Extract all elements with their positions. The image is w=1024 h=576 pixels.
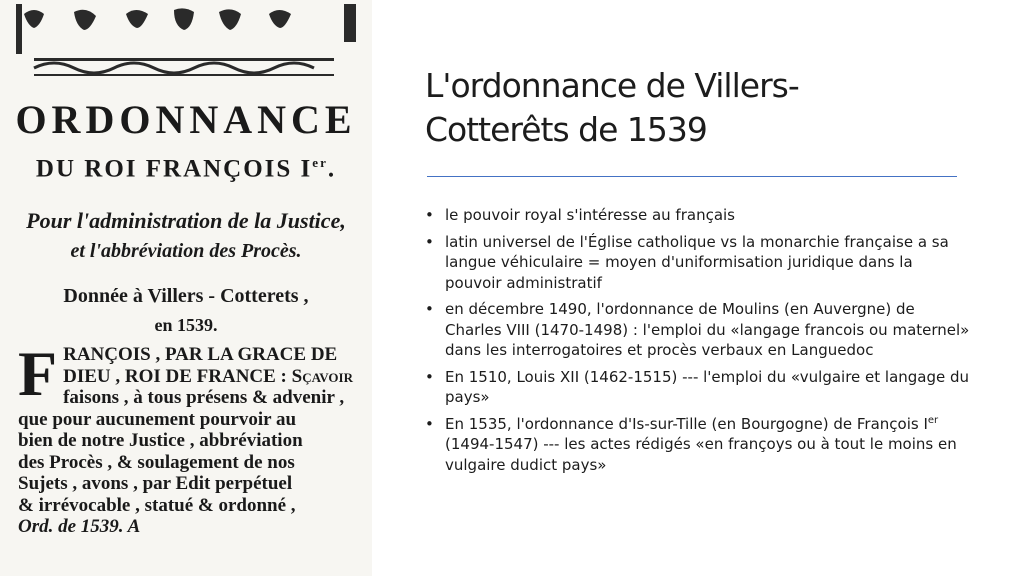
bullet-item: [422, 299, 972, 361]
scan-body-line: RANÇOIS , PAR LA GRACE DE: [63, 344, 338, 365]
bullet-item: [422, 232, 972, 294]
bullet-text: le pouvoir royal s'intéresse au français: [445, 206, 735, 224]
ordinance-scan-image: [0, 0, 372, 576]
scan-given-at: Donnée à Villers - Cotterets ,: [63, 285, 309, 307]
scan-body-line: DIEU , ROI DE FRANCE : Sçavoir: [63, 365, 353, 387]
scan-body-text: [18, 338, 360, 538]
bullet-dot-icon: •: [425, 414, 434, 433]
bullet-item: [422, 414, 972, 476]
bullet-text: En 1510, Louis XII (1462-1515) --- l'emploi du «vulgaire et langage du pays»: [445, 367, 970, 406]
scan-year: en 1539.: [154, 315, 218, 335]
bullet-dot-icon: •: [425, 300, 434, 318]
bullet-dot-icon: •: [425, 367, 434, 386]
scan-title: ORDONNANCE: [15, 97, 357, 142]
slide-title: [425, 64, 965, 152]
decorative-ornament-banner: [14, 4, 359, 84]
scan-body-line: Sujets , avons , par Edit perpétuel: [18, 473, 293, 494]
bullet-dot-icon: •: [425, 206, 434, 224]
scan-body-line: Ord. de 1539. A: [18, 516, 141, 537]
bullet-dot-icon: •: [425, 232, 434, 251]
title-divider: [427, 176, 957, 177]
scan-dropcap: F: [18, 338, 58, 409]
scan-purpose-line-1: Pour l'administration de la Justice,: [26, 208, 346, 233]
scan-purpose-line-2: et l'abbréviation des Procès.: [70, 240, 302, 262]
scan-body-line: & irrévocable , statué & ordonné ,: [18, 494, 296, 516]
bullet-text: En 1535, l'ordonnance d'Is-sur-Tille (en Bourgogne) de François Ier (1494-1547) --- les actes rédigés «en françoys ou à tout le moins en vulgaire dudict pays»: [445, 414, 957, 474]
scan-body-line: bien de notre Justice , abbréviation: [18, 430, 303, 451]
scan-body-line: des Procès , & soulagement de nos: [18, 451, 295, 473]
scan-body-line: faisons , à tous présens & advenir ,: [63, 387, 345, 408]
bullet-text: latin universel de l'Église catholique vs la monarchie française a sa langue véhiculaire = moyen d'uniformisation juridique dans la pouvoir administratif: [445, 232, 949, 292]
bullet-item: [422, 367, 972, 408]
slide-title-line-1: L'ordonnance de Villers-: [425, 66, 799, 105]
bullet-list: [422, 205, 972, 481]
bullet-item: [422, 205, 972, 226]
scan-subtitle: DU ROI FRANÇOIS Ier.: [35, 155, 337, 183]
slide-title-line-2: Cotterêts de 1539: [425, 110, 707, 149]
scan-body-line: que pour aucunement pourvoir au: [18, 408, 297, 430]
bullet-text: en décembre 1490, l'ordonnance de Moulins (en Auvergne) de Charles VIII (1470-1498) : l'emploi du «langage francois ou maternel» dans les interrogatoires et procès verbaux en Languedoc: [445, 300, 970, 359]
